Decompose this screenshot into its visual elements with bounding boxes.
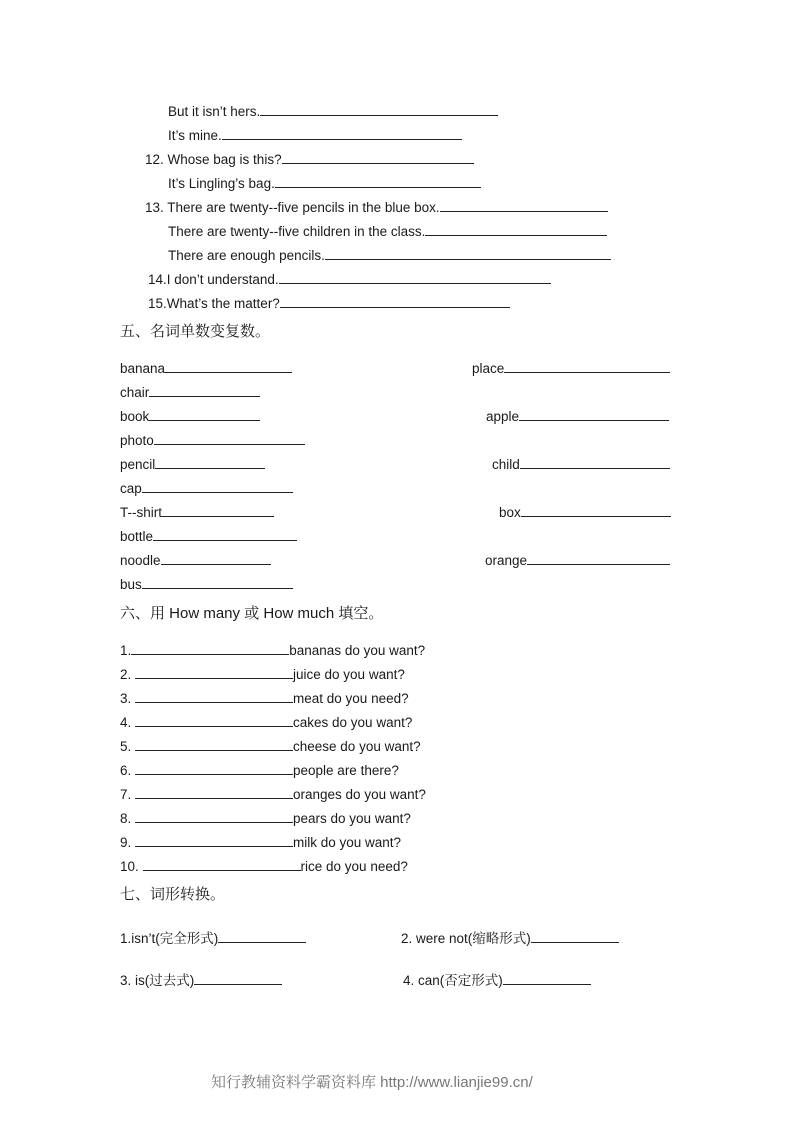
item-number: 2. (120, 667, 136, 682)
answer-blank[interactable] (275, 174, 481, 188)
item-text: oranges do you want? (293, 787, 426, 802)
answer-blank[interactable] (161, 551, 271, 565)
item-text: 4. can(否定形式) (403, 973, 503, 988)
exercise-text: 12. Whose bag is this? (145, 152, 282, 167)
answer-blank[interactable] (149, 407, 260, 421)
item-number: 5. (120, 739, 136, 754)
word-form-item (120, 971, 282, 990)
item-text: 2. were not(缩略形式) (401, 931, 531, 946)
item-number: 7. (120, 787, 136, 802)
fill-item (120, 737, 421, 756)
noun-word: bus (120, 577, 142, 592)
answer-blank[interactable] (142, 479, 293, 493)
answer-blank[interactable] (218, 929, 306, 943)
item-number: 4. (120, 715, 136, 730)
noun-item (472, 359, 670, 378)
noun-item (120, 455, 265, 474)
fill-item (120, 641, 425, 660)
exercise-line (168, 174, 481, 193)
noun-word: orange (485, 553, 528, 568)
answer-blank[interactable] (135, 761, 293, 775)
item-number: 6. (120, 763, 136, 778)
noun-item (120, 431, 305, 450)
noun-item (492, 455, 670, 474)
item-text: juice do you want? (293, 667, 405, 682)
noun-word: box (499, 505, 521, 520)
answer-blank[interactable] (135, 689, 293, 703)
item-text: pears do you want? (293, 811, 411, 826)
noun-word: bottle (120, 529, 154, 544)
section-5-title: 五、名词单数变复数。 (120, 323, 271, 340)
answer-blank[interactable] (153, 527, 297, 541)
answer-blank[interactable] (519, 407, 669, 421)
fill-item (120, 857, 408, 876)
item-text: bananas do you want? (289, 643, 426, 658)
section-6-title: 六、用 How many 或 How much 填空。 (120, 605, 384, 622)
fill-item (120, 665, 405, 684)
answer-blank[interactable] (440, 198, 608, 212)
answer-blank[interactable] (282, 150, 474, 164)
answer-blank[interactable] (280, 294, 510, 308)
noun-item (120, 527, 297, 546)
answer-blank[interactable] (154, 431, 305, 445)
noun-item (486, 407, 669, 426)
exercise-text: It’s mine. (168, 128, 222, 143)
answer-blank[interactable] (135, 713, 293, 727)
item-number: 9. (120, 835, 136, 850)
item-text: milk do you want? (293, 835, 402, 850)
item-number: 10. (120, 859, 143, 874)
word-form-item (403, 971, 591, 990)
item-number: 1. (120, 643, 132, 658)
answer-blank[interactable] (162, 503, 274, 517)
noun-item (120, 407, 260, 426)
noun-item (499, 503, 671, 522)
exercise-line (168, 102, 498, 121)
word-form-item (401, 929, 619, 948)
answer-blank[interactable] (504, 359, 670, 373)
answer-blank[interactable] (149, 383, 260, 397)
noun-word: banana (120, 361, 166, 376)
item-text: cheese do you want? (293, 739, 421, 754)
answer-blank[interactable] (520, 455, 670, 469)
answer-blank[interactable] (503, 971, 591, 985)
noun-word: book (120, 409, 150, 424)
answer-blank[interactable] (279, 270, 551, 284)
answer-blank[interactable] (260, 102, 498, 116)
noun-item (120, 359, 292, 378)
answer-blank[interactable] (527, 551, 670, 565)
exercise-text: 13. There are twenty--five pencils in the blue box. (145, 200, 440, 215)
answer-blank[interactable] (194, 971, 282, 985)
noun-item (485, 551, 670, 570)
answer-blank[interactable] (222, 126, 462, 140)
exercise-line (148, 270, 551, 289)
noun-word: noodle (120, 553, 161, 568)
footer-watermark: 知行教辅资料学霸资料库 http://www.lianjie99.cn/ (211, 1074, 533, 1091)
answer-blank[interactable] (135, 665, 293, 679)
answer-blank[interactable] (531, 929, 619, 943)
item-text: people are there? (293, 763, 399, 778)
answer-blank[interactable] (521, 503, 671, 517)
item-text: 1.isn’t(完全形式) (120, 931, 219, 946)
answer-blank[interactable] (165, 359, 292, 373)
section-7-title: 七、词形转换。 (120, 886, 226, 903)
exercise-line (148, 294, 510, 313)
exercise-line (168, 126, 462, 145)
item-text: 3. is(过去式) (120, 973, 195, 988)
noun-word: apple (486, 409, 520, 424)
answer-blank[interactable] (325, 246, 611, 260)
answer-blank[interactable] (143, 857, 301, 871)
noun-word: T--shirt (120, 505, 162, 520)
exercise-text: There are twenty--five children in the class. (168, 224, 426, 239)
noun-item (120, 503, 274, 522)
exercise-text: But it isn’t hers. (168, 104, 261, 119)
answer-blank[interactable] (135, 809, 293, 823)
fill-item (120, 833, 401, 852)
fill-item (120, 785, 426, 804)
exercise-text: There are enough pencils. (168, 248, 325, 263)
item-text: meat do you need? (293, 691, 409, 706)
answer-blank[interactable] (135, 785, 293, 799)
noun-word: child (492, 457, 520, 472)
noun-item (120, 551, 271, 570)
fill-item (120, 809, 411, 828)
item-number: 3. (120, 691, 136, 706)
fill-item (120, 761, 399, 780)
answer-blank[interactable] (135, 833, 293, 847)
exercise-text: 15.What’s the matter? (148, 296, 280, 311)
answer-blank[interactable] (155, 455, 265, 469)
noun-word: pencil (120, 457, 156, 472)
exercise-line (145, 150, 474, 169)
noun-word: cap (120, 481, 142, 496)
noun-item (120, 575, 293, 594)
noun-word: place (472, 361, 505, 376)
exercise-line (168, 246, 611, 265)
fill-item (120, 713, 412, 732)
item-text: rice do you need? (300, 859, 408, 874)
exercise-text: 14.I don’t understand. (148, 272, 279, 287)
answer-blank[interactable] (131, 641, 289, 655)
noun-word: chair (120, 385, 150, 400)
fill-item (120, 689, 409, 708)
exercise-line (168, 222, 607, 241)
noun-word: photo (120, 433, 154, 448)
answer-blank[interactable] (135, 737, 293, 751)
word-form-item (120, 929, 306, 948)
item-text: cakes do you want? (293, 715, 413, 730)
answer-blank[interactable] (142, 575, 293, 589)
noun-item (120, 479, 293, 498)
noun-item (120, 383, 260, 402)
item-number: 8. (120, 811, 136, 826)
exercise-line (145, 198, 608, 217)
exercise-text: It’s Lingling’s bag. (168, 176, 275, 191)
answer-blank[interactable] (425, 222, 607, 236)
